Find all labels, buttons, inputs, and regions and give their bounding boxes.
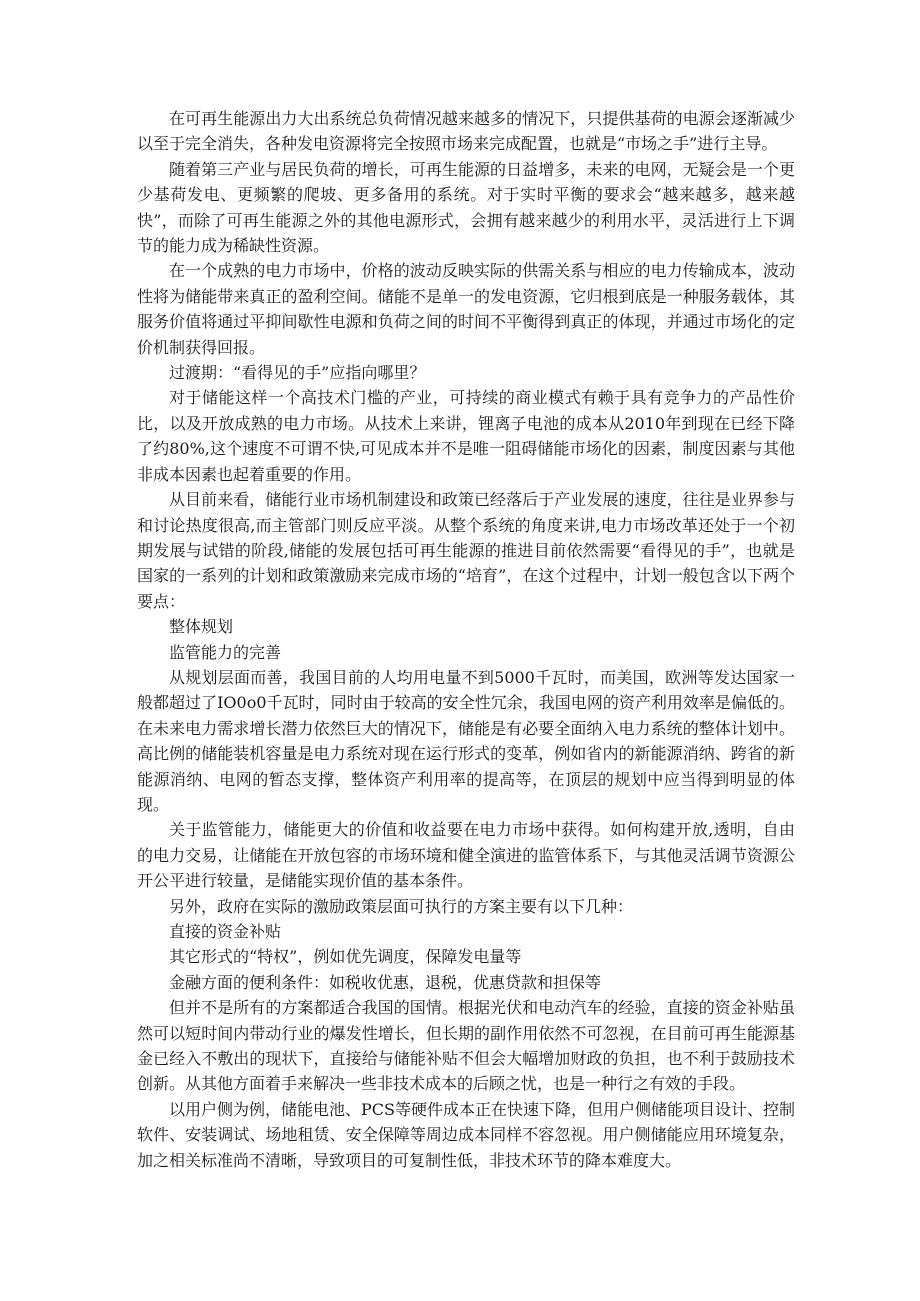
paragraph-regulatory-capacity: 关于监管能力，储能更大的价值和收益要在电力市场中获得。如何构建开放,透明，自由的电力交易，让储能在开放包容的市场环境和健全演进的监管体系下，与其他灵活调节资源公开公平进行较量，是储能实现价值的基本条件。 bbox=[137, 820, 795, 891]
list-item-direct-subsidy: 直接的资金补贴 bbox=[169, 922, 282, 941]
list-item-financial: 金融方面的便利条件：如税收优惠，退税，优惠贷款和担保等 bbox=[169, 972, 602, 992]
paragraph-market-hand: 在可再生能源出力大出系统总负荷情况越来越多的情况下，只提供基荷的电源会逐渐减少以至于完全消失，各种发电资源将完全按照市场来完成配置，也就是“市场之手”进行主导。 bbox=[137, 109, 795, 154]
paragraph-grid-future: 随着第三产业与居民负荷的增长，可再生能源的日益增多，未来的电网，无疑会是一个更少基荷发电、更频繁的爬坡、更多备用的系统。对于实时平衡的要求会“越来越多，越来越快”，而除了可再生能源之外的其他电源形式，会拥有越来越少的利用水平，灵活进行上下调节的能力成为稀缺性资源。 bbox=[137, 159, 795, 256]
paragraph-user-side: 以用户侧为例，储能电池、PCS等硬件成本正在快速下降，但用户侧储能项目设计、控制软件、安装调试、场地租赁、安全保障等周边成本同样不容忽视。用户侧储能应用环境复杂，加之相关标准尚不清晰，导致项目的可复制性低，非技术环节的降本难度大。 bbox=[137, 1099, 795, 1170]
section-heading-transition: 过渡期：“看得见的手”应指向哪里？ bbox=[169, 363, 426, 383]
paragraph-national-conditions: 但并不是所有的方案都适合我国的国情。根据光伏和电动汽车的经验，直接的资金补贴虽然可以短时间内带动行业的爆发性增长，但长期的副作用依然不可忽视，在目前可再生能源基金已经入不敷出的现状下，直接给与储能补贴不但会大幅增加财政的负担，也不利于鼓励技术创新。从其他方面着手来解决一些非技术成本的后顾之忧，也是一种行之有效的手段。 bbox=[137, 998, 795, 1094]
list-item-regulation: 监管能力的完善 bbox=[169, 642, 282, 662]
document-body bbox=[137, 106, 795, 1173]
paragraph-policy-options: 另外，政府在实际的激励政策层面可执行的方案主要有以下几种： bbox=[169, 896, 634, 916]
paragraph-business-model: 对于储能这样一个高技术门槛的产业，可持续的商业模式有赖于具有竞争力的产品性价比，以及开放成熟的电力市场。从技术上来讲，锂离子电池的成本从2010年到现在已经下降了约80%,这个速度不可谓不快,可见成本并不是唯一阻碍储能市场化的因素，制度因素与其他非成本因素也起着重要的作用。 bbox=[137, 388, 795, 484]
paragraph-current-status: 从目前来看，储能行业市场机制建设和政策已经落后于产业发展的速度，往往是业界参与和讨论热度很高,而主管部门则反应平淡。从整个系统的角度来讲,电力市场改革还处于一个初期发展与试错的阶段,储能的发展包括可再生能源的推进目前依然需要“看得见的手”，也就是国家的一系列的计划和政策激励来完成市场的“培育”，在这个过程中，计划一般包含以下两个要点： bbox=[137, 490, 795, 611]
list-item-overall-planning: 整体规划 bbox=[169, 617, 234, 637]
paragraph-planning-level: 从规划层面而善，我国目前的人均用电量不到5000千瓦时，而美国，欧洲等发达国家一般都超过了IO0o0千瓦时，同时由于较高的安全性冗余，我国电网的资产利用效率是偏低的。在未来电力需求增长潜力依然巨大的情况下，储能是有必要全面纳入电力系统的整体计划中。高比例的储能装机容量是电力系统对现在运行形式的变革，例如省内的新能源消纳、跨省的新能源消纳、电网的暂态支撑，整体资产利用率的提高等，在顶层的规划中应当得到明显的体现。 bbox=[137, 667, 795, 814]
paragraph-mature-market: 在一个成熟的电力市场中，价格的波动反映实际的供需关系与相应的电力传输成本，波动性将为储能带来真正的盈利空间。储能不是单一的发电资源，它归根到底是一种服务载体，其服务价值将通过平抑间歇性电源和负荷之间的时间不平衡得到真正的体现，并通过市场化的定价机制获得回报。 bbox=[137, 261, 795, 357]
list-item-privileges: 其它形式的“特权”，例如优先调度，保障发电量等 bbox=[169, 947, 522, 967]
